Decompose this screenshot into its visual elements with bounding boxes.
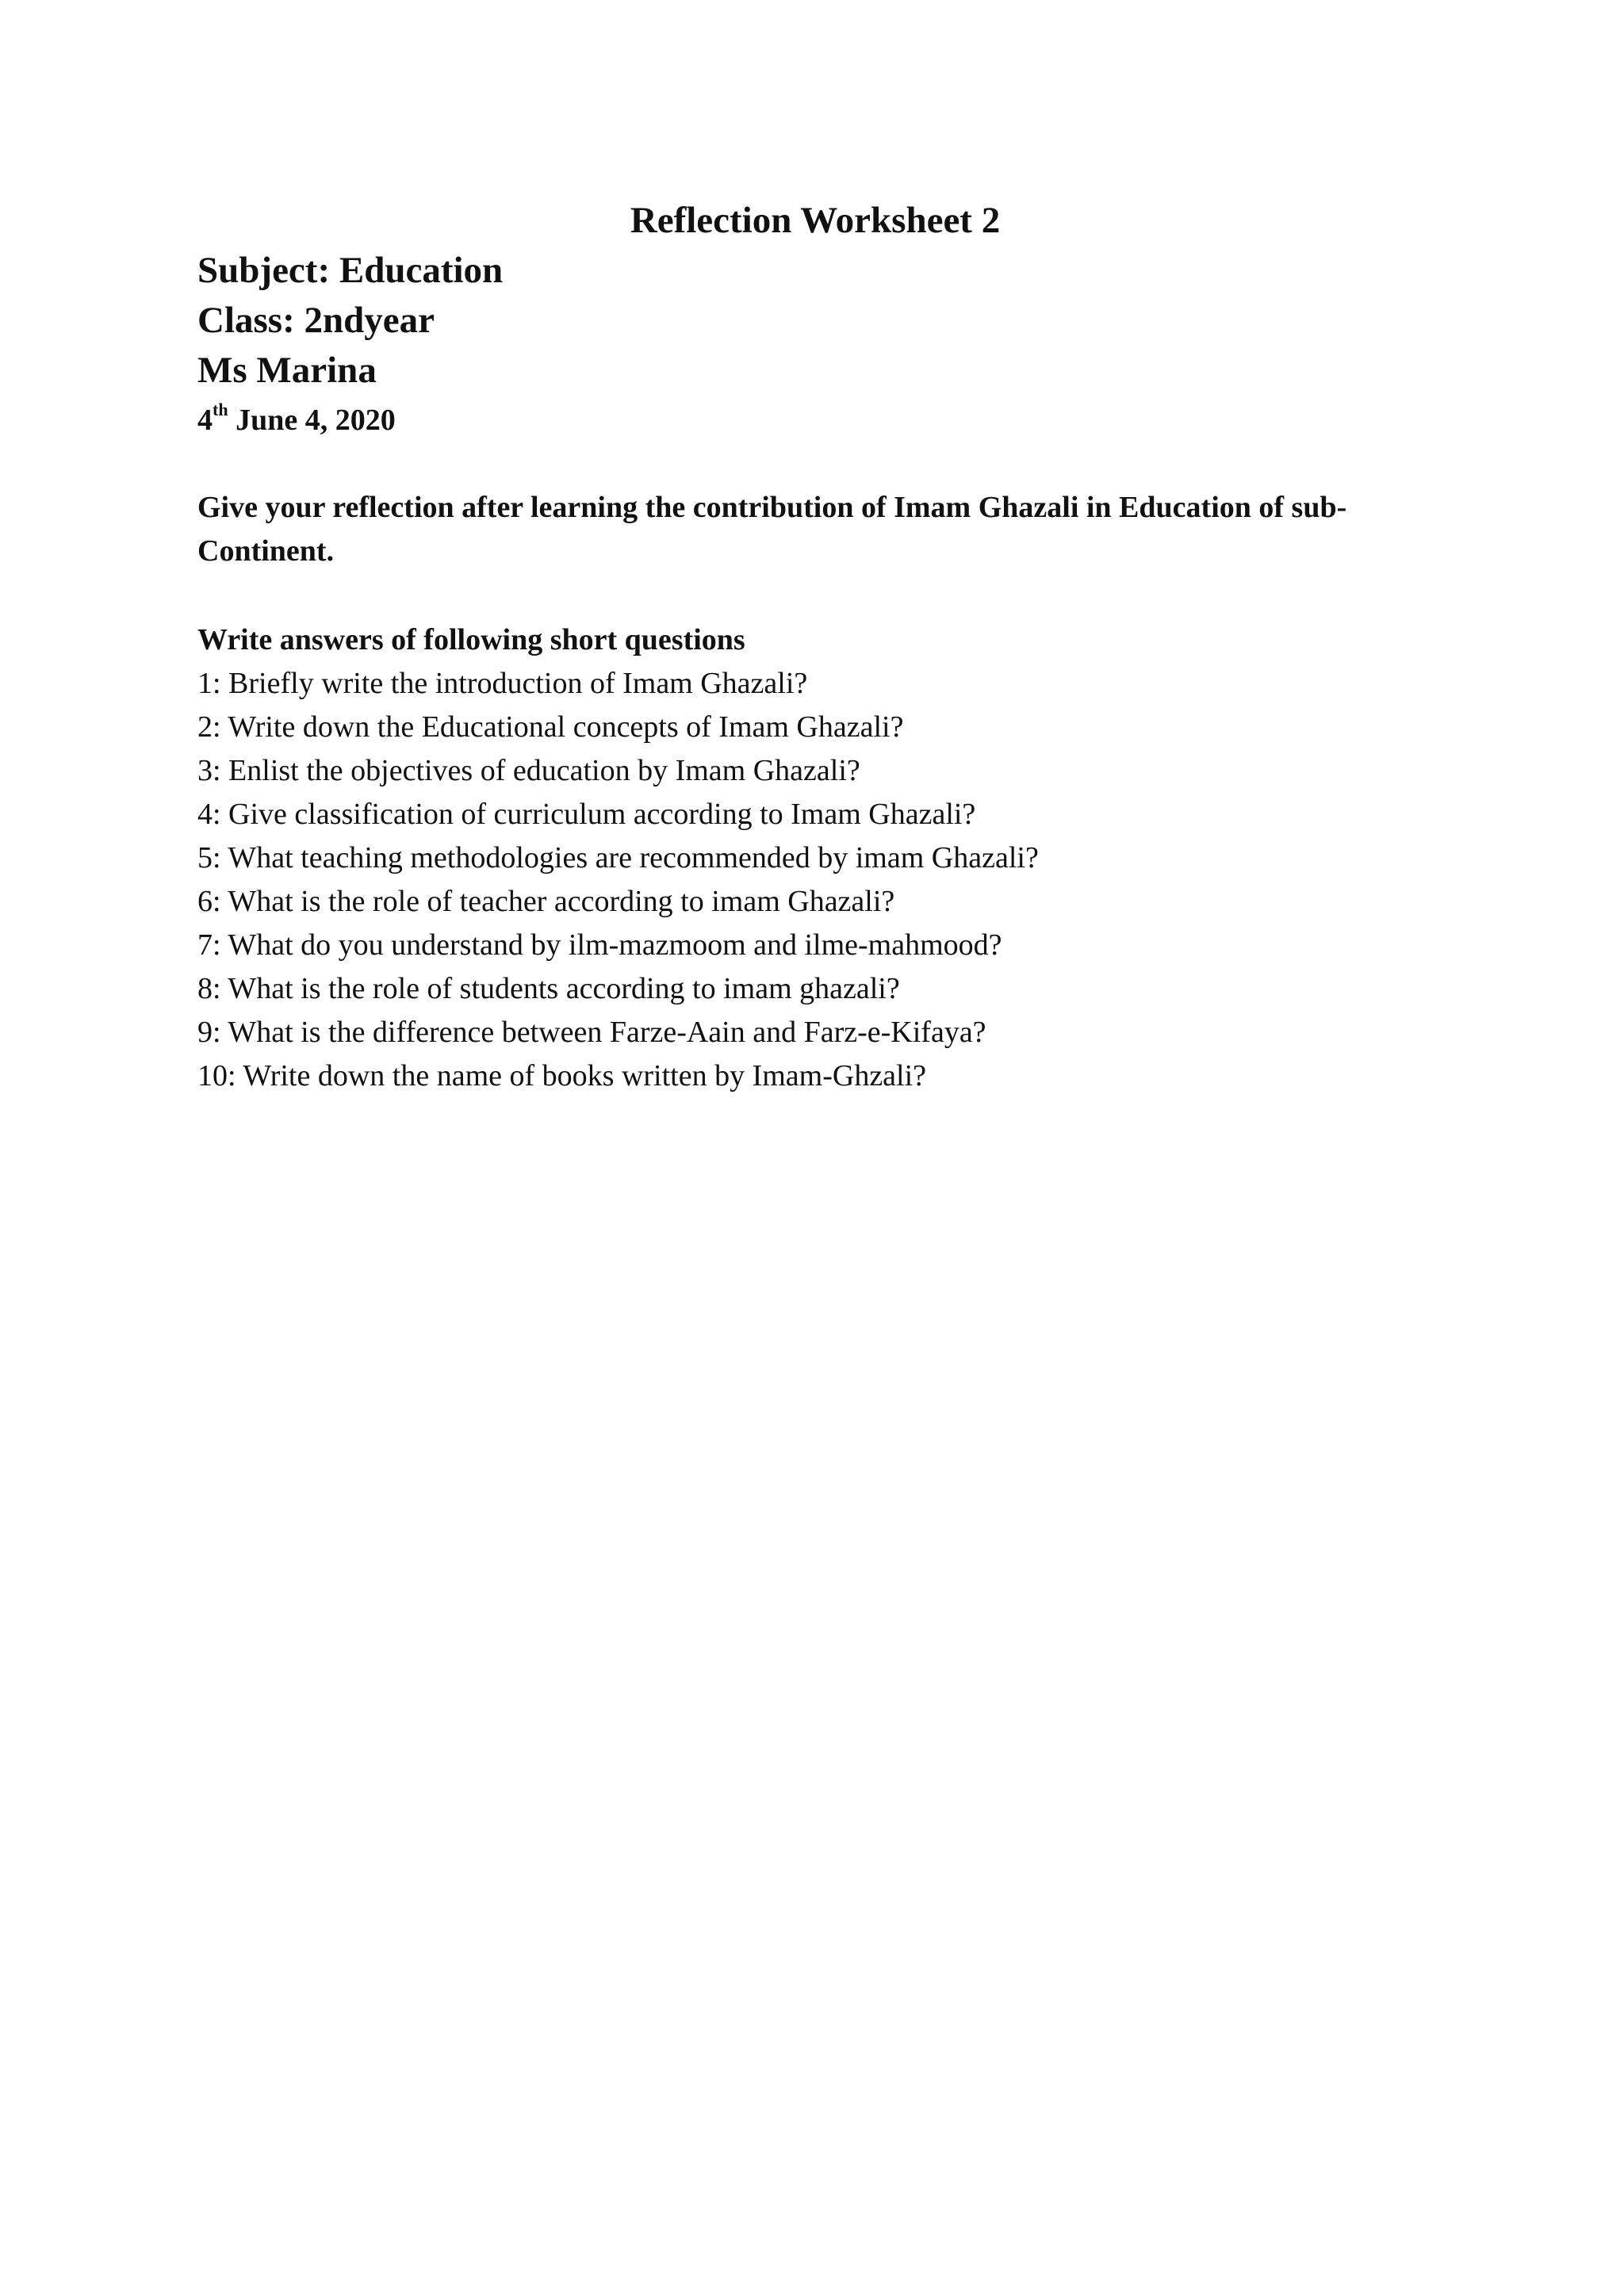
- question-item: 1: Briefly write the introduction of Imam Ghazali?: [197, 667, 808, 700]
- questions-heading: Write answers of following short questions: [197, 623, 745, 656]
- question-item: 4: Give classification of curriculum according to Imam Ghazali?: [197, 798, 976, 831]
- question-item: 3: Enlist the objectives of education by Imam Ghazali?: [197, 754, 860, 787]
- question-item: 9: What is the difference between Farze-Aain and Farz-e-Kifaya?: [197, 1016, 986, 1049]
- document-title: Reflection Worksheet 2: [630, 200, 1001, 241]
- class-line: Class: 2ndyear: [197, 300, 435, 341]
- question-item: 2: Write down the Educational concepts of Imam Ghazali?: [197, 710, 904, 744]
- subject-line: Subject: Education: [197, 250, 504, 291]
- reflection-prompt: Give your reflection after learning the contribution of Imam Ghazali in Education of sub-Continent.: [197, 491, 1347, 568]
- question-item: 7: What do you understand by ilm-mazmoom and ilme-mahmood?: [197, 928, 1002, 962]
- question-item: 5: What teaching methodologies are recommended by imam Ghazali?: [197, 841, 1039, 874]
- question-item: 10: Write down the name of books written by Imam-Ghzali?: [197, 1059, 927, 1093]
- date-day: 4: [197, 404, 213, 437]
- date-rest: June 4, 2020: [228, 404, 396, 437]
- header-block: [197, 246, 503, 396]
- date-suffix: th: [213, 400, 228, 420]
- teacher-line: Ms Marina: [197, 350, 377, 391]
- question-item: 6: What is the role of teacher according to imam Ghazali?: [197, 885, 895, 918]
- questions-list: [197, 662, 1434, 1098]
- date-line: [197, 400, 396, 440]
- questions-section: [197, 618, 1434, 1098]
- question-item: 8: What is the role of students according to imam ghazali?: [197, 972, 900, 1005]
